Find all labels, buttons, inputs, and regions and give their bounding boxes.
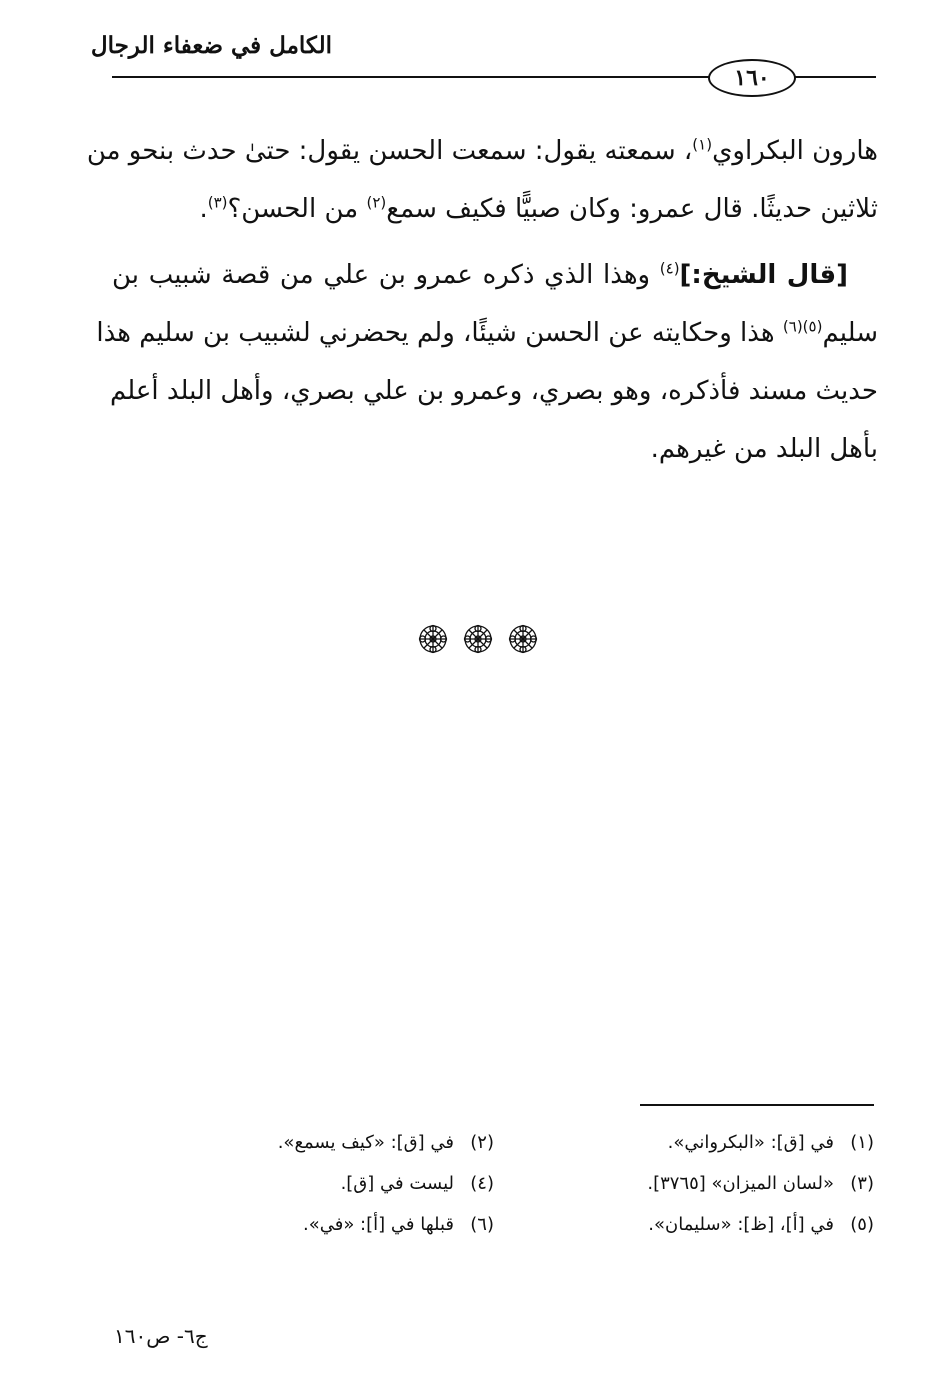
text-line: بأهل البلد من غيرهم.: [650, 434, 878, 464]
footnote: (١)في [ق]: «البكرواني».: [667, 1132, 874, 1153]
section-divider: [418, 624, 538, 656]
footnote-ref[interactable]: (٣): [207, 193, 228, 212]
footnotes-left-column: [234, 1122, 494, 1245]
text-line: حديث مسند فأذكره، وهو بصري، وعمرو بن علي بصري، وأهل البلد أعلم: [109, 376, 878, 406]
text-line: ثلاثين حديثًا. قال عمرو: وكان صبيًّا فكيف سمع$^{(٢)}$ من الحسن؟$^{(٣)}$.: [199, 193, 878, 224]
text-line: سليم$^{(٥)(٦)}$ هذا وحكايته عن الحسن شيئًا، ولم يحضرني لشبيب بن سليم هذا: [96, 317, 878, 348]
footnote-ref[interactable]: (٥)(٦): [782, 317, 823, 336]
footnote: (٤)ليست في [ق].: [340, 1173, 494, 1194]
footnote: (٣)«لسان الميزان» [٣٧٦٥].: [647, 1173, 874, 1194]
footnote: (٥)في [أ]، [ظ]: «سليمان».: [648, 1214, 874, 1235]
footnote: (٢)في [ق]: «كيف يسمع».: [277, 1132, 494, 1153]
text-line: هارون البكراوي$^{(١)}$، سمعته يقول: سمعت الحسن يقول: حتىٰ حدث بنحو من: [86, 135, 878, 166]
text-line: [قال الشيخ:]$^{(٤)}$ وهذا الذي ذكره عمرو بن علي من قصة شبيب بن: [112, 259, 848, 290]
rosette-icon: [508, 624, 538, 654]
main-text: [86, 122, 878, 478]
sheikh-label: [قال الشيخ:]: [679, 260, 848, 290]
volume-page-reference: ج٦- ص١٦٠: [114, 1324, 208, 1348]
footnote-separator: [640, 1104, 874, 1106]
footnotes-right-column: [614, 1122, 874, 1245]
footnote-ref[interactable]: (١): [692, 135, 713, 154]
rosette-icon: [463, 624, 493, 654]
rosette-icon: [418, 624, 448, 654]
footnote: (٦)قبلها في [أ]: «في».: [302, 1214, 494, 1235]
footnote-ref[interactable]: (٤): [659, 259, 680, 278]
footnote-ref[interactable]: (٢): [366, 193, 387, 212]
page-number: ١٦٠: [708, 59, 796, 97]
running-title: الكامل في ضعفاء الرجال: [90, 32, 332, 59]
